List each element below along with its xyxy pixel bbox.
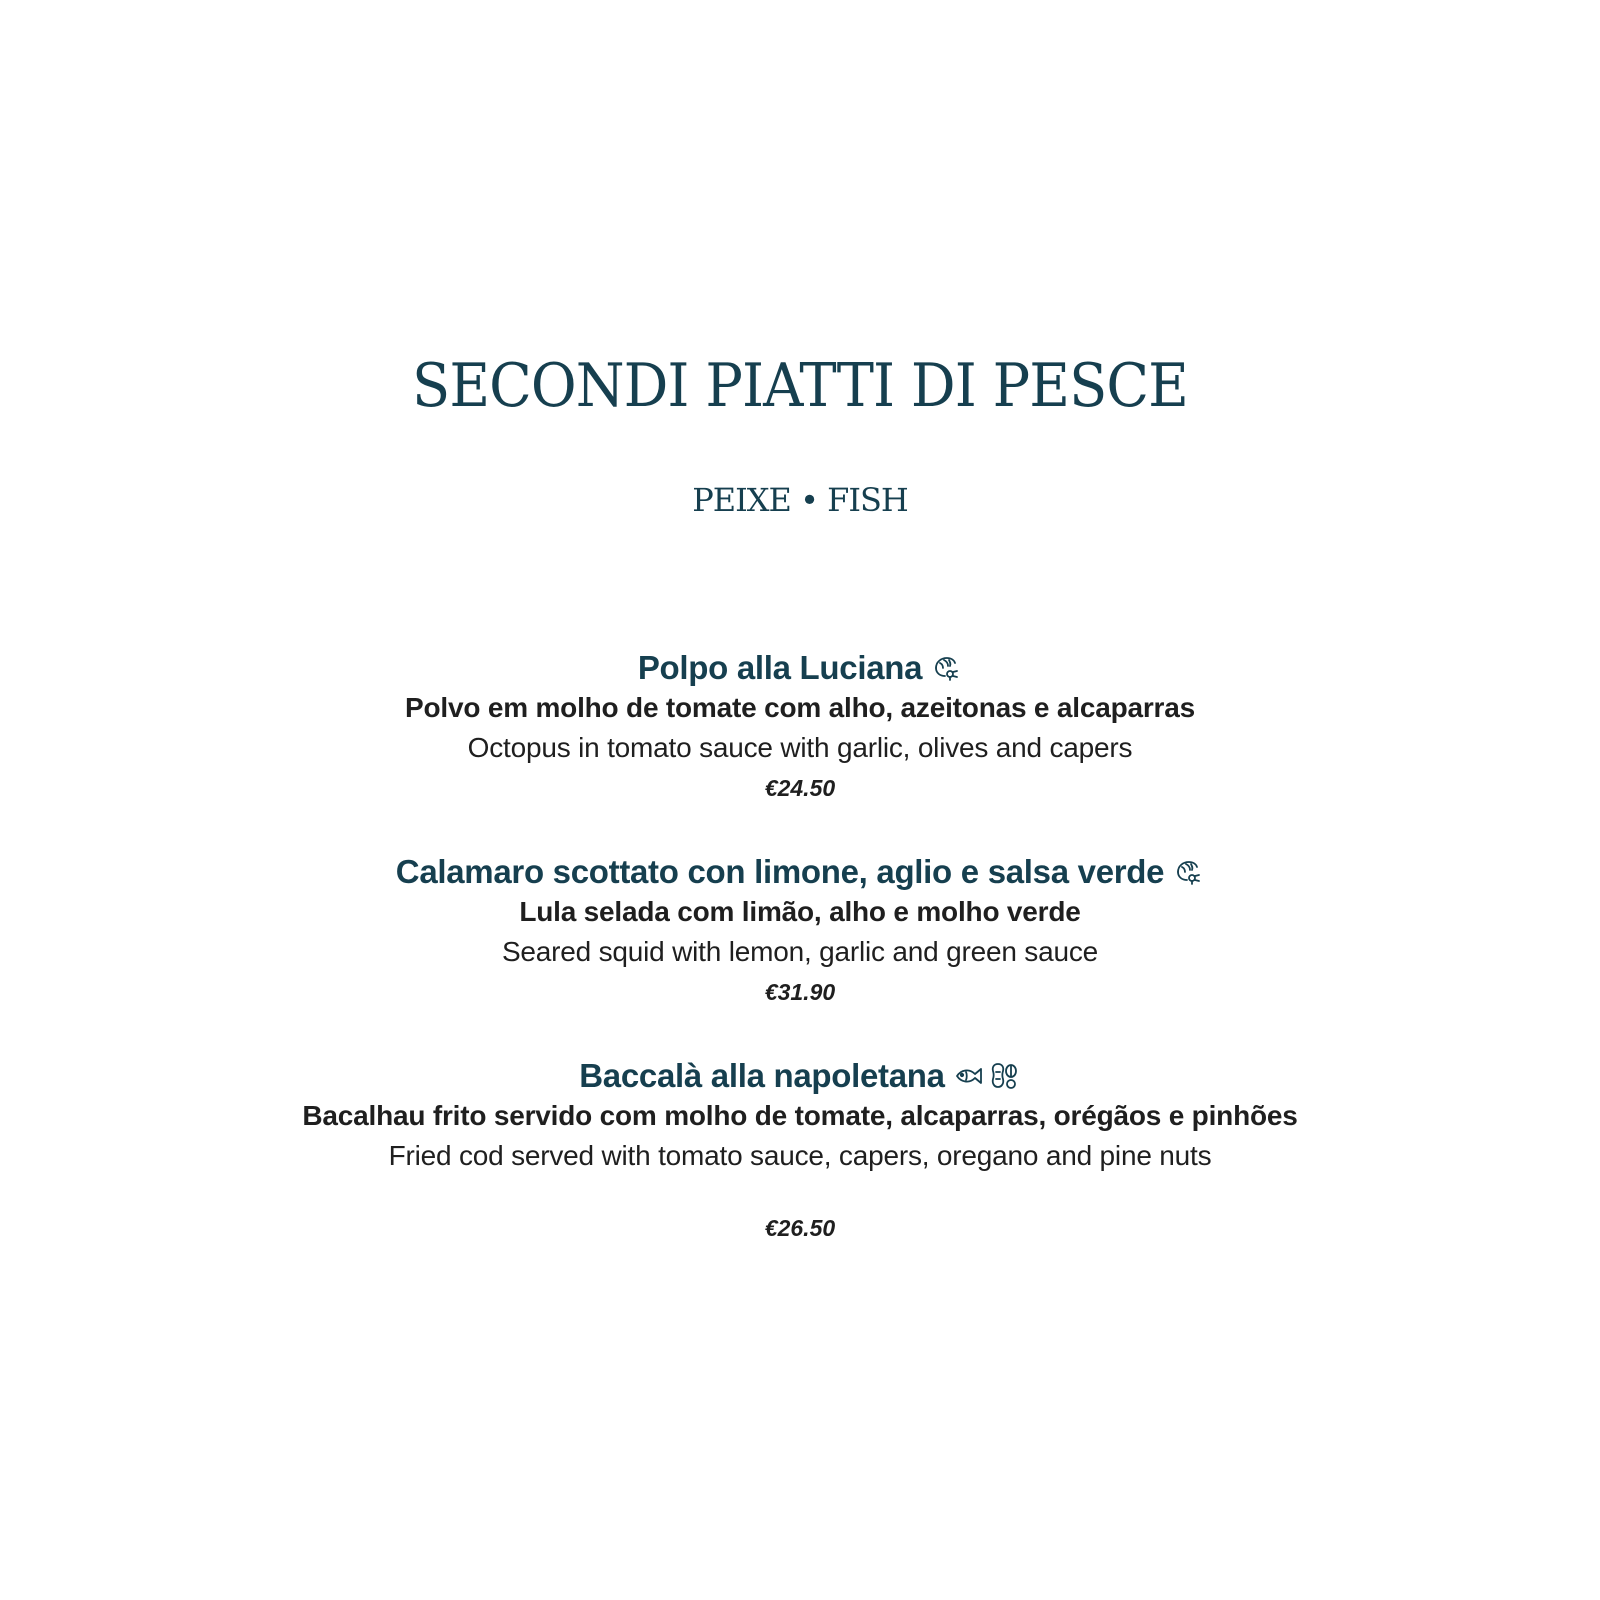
allergen-icons: [930, 652, 962, 684]
menu-item-name: Calamaro scottato con limone, aglio e salsa verde: [395, 853, 1165, 890]
menu-item-description-en: Octopus in tomato sauce with garlic, olives and capers: [467, 732, 1133, 763]
menu-item-name: Baccalà alla napoletana: [579, 1057, 945, 1094]
menu-item: [0, 648, 1600, 808]
allergen-icons: [953, 1060, 1021, 1092]
menu-item-name: Polpo alla Luciana: [637, 649, 923, 686]
menu-items: [0, 648, 1600, 1292]
page-subtitle: PEIXE • FISH: [692, 481, 908, 519]
nuts-icon: [989, 1060, 1021, 1092]
shellfish-icon: [1172, 856, 1204, 888]
menu-item-price: €26.50: [764, 1215, 836, 1241]
menu-item-name-row: [0, 648, 1600, 688]
menu-item-price: €24.50: [764, 775, 836, 801]
menu-item-description-pt: Lula selada com limão, alho e molho verde: [519, 896, 1081, 927]
shellfish-icon: [930, 652, 962, 684]
fish-icon: [953, 1060, 985, 1092]
allergen-icons: [1172, 856, 1204, 888]
menu-item-description-en: Fried cod served with tomato sauce, capers, oregano and pine nuts: [388, 1140, 1212, 1171]
menu-item-description-pt: Polvo em molho de tomate com alho, azeitonas e alcaparras: [405, 692, 1195, 723]
menu-item-description-pt: Bacalhau frito servido com molho de tomate, alcaparras, orégãos e pinhões: [302, 1100, 1298, 1131]
page-title: SECONDI PIATTI DI PESCE: [412, 351, 1188, 421]
menu-item: [0, 1056, 1600, 1248]
menu-item-price: €31.90: [764, 979, 836, 1005]
menu-item-name-row: [0, 1056, 1600, 1096]
menu-item-name-row: [0, 852, 1600, 892]
menu-item-description-en: Seared squid with lemon, garlic and green sauce: [501, 936, 1099, 967]
menu-item: [0, 852, 1600, 1012]
